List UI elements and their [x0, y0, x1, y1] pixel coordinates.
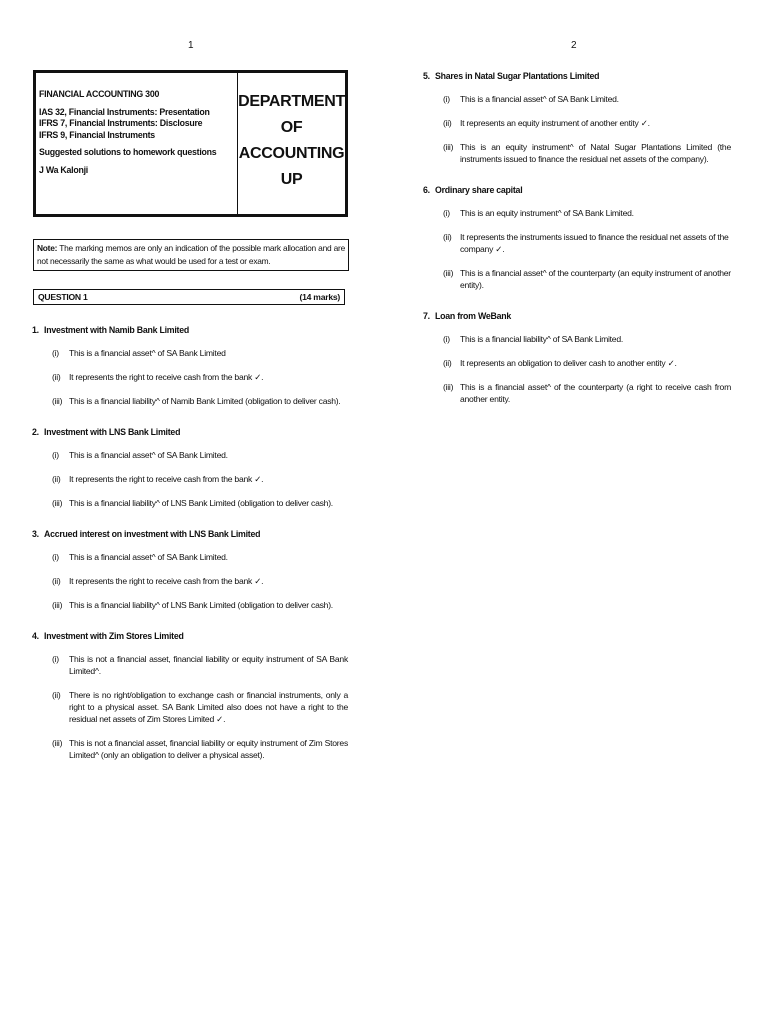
answer-text: This is not a financial asset, financial liability or equity instrument of Zim Stores Limited^ (only an obligation to deliver a physical asset).	[69, 738, 348, 760]
answer-item	[52, 551, 348, 563]
roman-numeral: (iii)	[443, 142, 454, 152]
title-header-box	[33, 70, 348, 217]
answer-item	[52, 575, 348, 587]
answer-text: This is a financial asset^ of SA Bank Limited.	[69, 450, 228, 460]
department-line: UP	[280, 170, 303, 188]
answer-list	[30, 551, 348, 611]
standard-ifrs9: IFRS 9, Financial Instruments	[39, 129, 155, 140]
answer-text: There is no right/obligation to exchange cash or financial instruments, only a right to a physical asset. SA Bank Limited also does not have a right to the residual net assets of Zim Stores Limited ✓.	[69, 690, 348, 724]
roman-numeral: (ii)	[443, 232, 452, 242]
subtitle: Suggested solutions to homework questions	[39, 147, 217, 157]
answer-item	[443, 117, 731, 129]
roman-numeral: (ii)	[443, 118, 452, 128]
answer-text: It represents the instruments issued to finance the residual net assets of the company ✓.	[460, 232, 729, 254]
answer-list	[30, 347, 348, 407]
answer-section	[30, 426, 348, 509]
left-column	[30, 70, 348, 773]
section-number: 6.	[423, 185, 430, 195]
answer-section	[30, 528, 348, 611]
answer-list	[421, 207, 731, 291]
department-block	[238, 73, 345, 214]
section-heading	[421, 70, 731, 82]
section-title: Loan from WeBank	[435, 311, 511, 321]
answer-text: It represents an obligation to deliver cash to another entity ✓.	[460, 358, 677, 368]
answer-list	[421, 333, 731, 405]
answer-item	[52, 449, 348, 461]
page-number-right: 2	[571, 40, 577, 51]
answer-item	[52, 737, 348, 761]
answer-text: This is a financial liability^ of Namib Bank Limited (obligation to deliver cash).	[69, 396, 341, 406]
answer-item	[443, 231, 731, 255]
roman-numeral: (iii)	[52, 600, 63, 610]
roman-numeral: (i)	[443, 94, 450, 104]
roman-numeral: (i)	[52, 552, 59, 562]
course-info	[36, 73, 238, 214]
roman-numeral: (iii)	[52, 738, 63, 748]
section-heading	[30, 426, 348, 438]
answer-text: This is an equity instrument^ of SA Bank Limited.	[460, 208, 634, 218]
answer-list	[30, 653, 348, 761]
department-line: OF	[280, 118, 303, 136]
right-column	[421, 70, 731, 417]
answer-item	[52, 497, 348, 509]
section-heading	[421, 184, 731, 196]
question-title: QUESTION 1	[38, 292, 88, 302]
section-title: Shares in Natal Sugar Plantations Limited	[435, 71, 600, 81]
answer-item	[443, 141, 731, 165]
page-number-left: 1	[188, 40, 194, 51]
answer-text: This is a financial asset^ of the counterparty (a right to receive cash from another entity.	[460, 382, 731, 404]
answer-list	[421, 93, 731, 165]
answer-item	[443, 207, 731, 219]
roman-numeral: (iii)	[52, 396, 63, 406]
department-line: DEPARTMENT	[238, 92, 345, 110]
section-title: Investment with Namib Bank Limited	[44, 325, 189, 335]
roman-numeral: (ii)	[52, 690, 61, 700]
section-heading	[30, 324, 348, 336]
note-box	[33, 239, 349, 271]
answer-text: This is a financial asset^ of the counterparty (an equity instrument of another entity).	[460, 268, 731, 290]
roman-numeral: (ii)	[52, 372, 61, 382]
note-text: The marking memos are only an indication of the possible mark allocation and are not necessarily the same as what would be used for a test or exam.	[37, 243, 345, 266]
section-title: Investment with Zim Stores Limited	[44, 631, 184, 641]
section-heading	[30, 630, 348, 642]
section-number: 1.	[32, 325, 39, 335]
answer-text: It represents the right to receive cash from the bank ✓.	[69, 576, 264, 586]
answer-item	[443, 93, 731, 105]
answer-section	[30, 324, 348, 407]
section-title: Ordinary share capital	[435, 185, 523, 195]
section-number: 3.	[32, 529, 39, 539]
answer-section	[30, 630, 348, 761]
answer-item	[52, 347, 348, 359]
section-number: 4.	[32, 631, 39, 641]
roman-numeral: (iii)	[52, 498, 63, 508]
section-number: 2.	[32, 427, 39, 437]
section-number: 7.	[423, 311, 430, 321]
answer-item	[443, 333, 731, 345]
section-heading	[30, 528, 348, 540]
answer-item	[52, 395, 348, 407]
answer-text: This is a financial liability^ of LNS Bank Limited (obligation to deliver cash).	[69, 498, 333, 508]
section-number: 5.	[423, 71, 430, 81]
section-title: Accrued interest on investment with LNS Bank Limited	[44, 529, 261, 539]
roman-numeral: (i)	[52, 450, 59, 460]
answer-text: This is a financial liability^ of SA Bank Limited.	[460, 334, 624, 344]
course-title: FINANCIAL ACCOUNTING 300	[39, 89, 160, 99]
standard-ias32: IAS 32, Financial Instruments: Presentation	[39, 106, 210, 117]
question-header	[33, 289, 345, 305]
section-heading	[421, 310, 731, 322]
answer-item	[52, 599, 348, 611]
answer-text: It represents the right to receive cash from the bank ✓.	[69, 474, 264, 484]
roman-numeral: (ii)	[443, 358, 452, 368]
answer-text: This is a financial asset^ of SA Bank Limited.	[460, 94, 619, 104]
answer-item	[52, 689, 348, 725]
answer-text: It represents the right to receive cash from the bank ✓.	[69, 372, 264, 382]
answer-item	[52, 473, 348, 485]
answer-text: This is an equity instrument^ of Natal Sugar Plantations Limited (the instruments issued to finance the residual net assets of the company).	[460, 142, 731, 164]
answer-item	[443, 357, 731, 369]
roman-numeral: (iii)	[443, 268, 454, 278]
answer-item	[443, 267, 731, 291]
answer-text: This is not a financial asset, financial liability or equity instrument of SA Bank Limited^.	[69, 654, 348, 676]
roman-numeral: (ii)	[52, 474, 61, 484]
answer-item	[52, 653, 348, 677]
standard-ifrs7: IFRS 7, Financial Instruments: Disclosure	[39, 118, 203, 128]
answer-text: This is a financial liability^ of LNS Bank Limited (obligation to deliver cash).	[69, 600, 333, 610]
author: J Wa Kalonji	[39, 164, 88, 175]
answer-item	[52, 371, 348, 383]
answer-section	[421, 310, 731, 405]
department-line: ACCOUNTING	[238, 144, 345, 162]
roman-numeral: (i)	[443, 334, 450, 344]
answer-text: It represents an equity instrument of another entity ✓.	[460, 118, 650, 128]
roman-numeral: (i)	[52, 654, 59, 664]
question-marks: (14 marks)	[299, 292, 340, 302]
answer-list	[30, 449, 348, 509]
roman-numeral: (i)	[443, 208, 450, 218]
answer-section	[421, 184, 731, 291]
answer-item	[443, 381, 731, 405]
roman-numeral: (i)	[52, 348, 59, 358]
note-label: Note:	[37, 243, 58, 253]
section-title: Investment with LNS Bank Limited	[44, 427, 181, 437]
roman-numeral: (iii)	[443, 382, 454, 392]
answer-text: This is a financial asset^ of SA Bank Limited.	[69, 552, 228, 562]
roman-numeral: (ii)	[52, 576, 61, 586]
answer-section	[421, 70, 731, 165]
answer-text: This is a financial asset^ of SA Bank Limited	[69, 348, 226, 358]
